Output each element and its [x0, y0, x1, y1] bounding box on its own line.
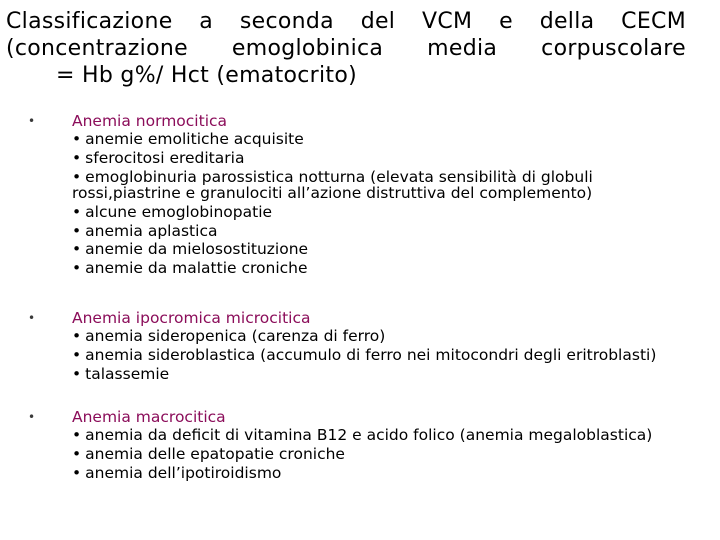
list-item-text: anemia delle epatopatie croniche — [85, 444, 345, 463]
list-item — [72, 446, 668, 463]
list-item-text: anemia sideroblastica (accumulo di ferro nei mitocondri degli eritroblasti) — [85, 345, 657, 364]
list-item — [72, 366, 668, 383]
item-bullet-icon: • — [72, 426, 82, 444]
slide-title — [6, 8, 686, 89]
section-heading: Anemia normocitica — [72, 112, 228, 130]
item-bullet-icon: • — [72, 202, 82, 221]
title-line-3: = Hb g%/ Hct (ematocrito) — [56, 63, 357, 88]
list-item — [72, 328, 668, 345]
item-list — [72, 328, 668, 382]
item-bullet-icon: • — [72, 240, 82, 259]
list-item-text: alcune emoglobinopatie — [85, 202, 273, 221]
section-heading: Anemia ipocromica microcitica — [72, 309, 311, 327]
list-item — [72, 150, 668, 167]
list-item — [72, 347, 668, 364]
item-list — [72, 131, 668, 277]
list-item — [72, 241, 668, 258]
section-ipocromica — [28, 309, 668, 384]
bullet-icon: • — [28, 311, 36, 325]
title-line-1: Classificazione a seconda del VCM e della CECM — [6, 9, 686, 34]
list-item-text: anemia sideropenica (carenza di ferro) — [85, 327, 386, 345]
list-item — [72, 427, 668, 444]
list-item-text: anemie da malattie croniche — [85, 259, 308, 278]
list-item — [72, 131, 668, 148]
item-list — [72, 427, 668, 481]
bullet-icon: • — [28, 410, 36, 424]
bullet-icon: • — [28, 114, 36, 128]
item-bullet-icon: • — [72, 444, 82, 463]
list-item-text: anemia aplastica — [85, 221, 218, 240]
list-item-text: anemie da mielosostituzione — [85, 240, 309, 259]
list-item-text: sferocitosi ereditaria — [85, 148, 245, 167]
list-item-text: anemia da deficit di vitamina B12 e acido folico (anemia megaloblastica) — [85, 426, 653, 444]
item-bullet-icon: • — [72, 167, 82, 186]
item-bullet-icon: • — [72, 463, 82, 482]
title-line-2: (concentrazione emoglobinica media corpuscolare — [6, 36, 686, 61]
list-item — [72, 223, 668, 240]
item-bullet-icon: • — [72, 130, 82, 148]
list-item — [72, 204, 668, 221]
item-bullet-icon: • — [72, 221, 82, 240]
item-bullet-icon: • — [72, 327, 82, 345]
list-item — [72, 169, 668, 202]
section-normocitica — [28, 112, 668, 279]
list-item-text: anemia dell’ipotiroidismo — [85, 463, 282, 482]
list-item-text: talassemie — [85, 364, 170, 383]
item-bullet-icon: • — [72, 345, 82, 364]
section-macrocitica — [28, 408, 668, 483]
item-bullet-icon: • — [72, 364, 82, 383]
list-item — [72, 260, 668, 277]
item-bullet-icon: • — [72, 148, 82, 167]
section-heading: Anemia macrocitica — [72, 408, 226, 426]
list-item — [72, 465, 668, 482]
list-item-text: anemie emolitiche acquisite — [85, 130, 304, 148]
item-bullet-icon: • — [72, 259, 82, 278]
list-item-text: emoglobinuria parossistica notturna (elevata sensibilità di globuli rossi,piastrine e granulociti all’azione distruttiva del complemento) — [72, 167, 593, 203]
